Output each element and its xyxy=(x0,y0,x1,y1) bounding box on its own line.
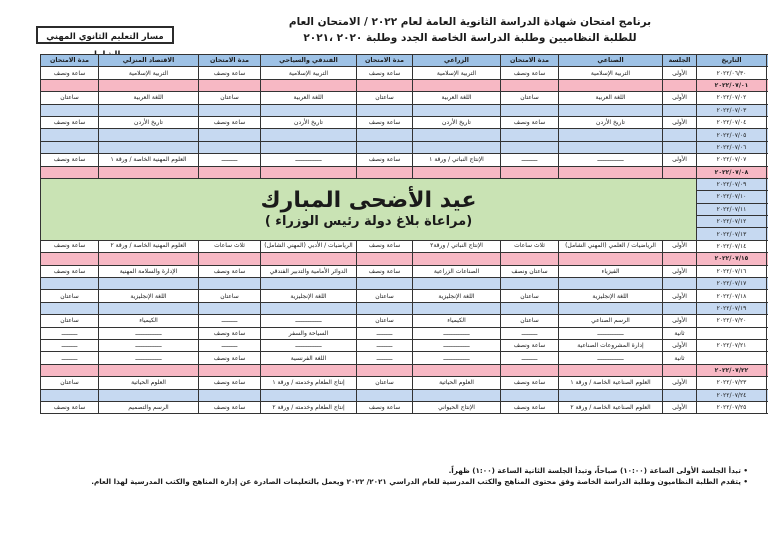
column-header: الصناعي xyxy=(559,55,663,67)
empty-cell xyxy=(413,364,501,376)
empty-cell xyxy=(261,104,357,116)
hospitality-duration: ساعتان xyxy=(199,92,261,104)
empty-cell xyxy=(663,104,697,116)
agricultural-duration: ساعة ونصف xyxy=(357,401,413,413)
home-economics-duration: ساعتان xyxy=(41,290,99,302)
empty-cell xyxy=(41,79,99,91)
home-economics-duration: ـــــــــ xyxy=(41,352,99,364)
empty-cell xyxy=(559,141,663,153)
empty-cell xyxy=(357,302,413,314)
empty-cell xyxy=(413,278,501,290)
table-row xyxy=(41,116,768,128)
table-row xyxy=(41,364,768,376)
hospitality-duration: ساعتان xyxy=(199,290,261,302)
empty-cell xyxy=(99,253,199,265)
hospitality-duration: ساعة ونصف xyxy=(199,116,261,128)
date-cell xyxy=(697,327,767,339)
home-economics-duration: ساعة ونصف xyxy=(41,154,99,166)
empty-cell xyxy=(357,104,413,116)
empty-cell xyxy=(501,253,559,265)
home-economics-duration: ساعة ونصف xyxy=(41,116,99,128)
table-row xyxy=(41,377,768,389)
industrial-subject: اللغة العربية xyxy=(559,92,663,104)
agricultural-duration: ـــــــــ xyxy=(357,352,413,364)
table-row xyxy=(41,104,768,116)
empty-cell xyxy=(99,278,199,290)
date-cell: ٢٠٢٢/٠٧/١٨ xyxy=(697,290,767,302)
empty-cell xyxy=(559,104,663,116)
session-cell: الأولى xyxy=(663,377,697,389)
empty-cell xyxy=(413,389,501,401)
exam-schedule-table xyxy=(40,54,768,414)
empty-cell xyxy=(41,141,99,153)
hospitality-duration: ساعة ونصف xyxy=(199,352,261,364)
empty-cell xyxy=(413,129,501,141)
empty-cell xyxy=(199,141,261,153)
empty-cell xyxy=(501,129,559,141)
empty-cell xyxy=(357,389,413,401)
empty-cell xyxy=(99,129,199,141)
agricultural-subject: الإنتاج النباتي / ورقة٢ xyxy=(413,240,501,252)
hospitality-subject: اللغة العربية xyxy=(261,92,357,104)
home-economics-duration: ساعتان xyxy=(41,315,99,327)
agricultural-subject: اللغة العربية xyxy=(413,92,501,104)
industrial-duration: ساعتان xyxy=(501,92,559,104)
agricultural-duration: ـــــــــ xyxy=(357,327,413,339)
column-header: مدة الامتحان xyxy=(199,55,261,67)
empty-cell xyxy=(559,364,663,376)
industrial-duration: ثلاث ساعات xyxy=(501,240,559,252)
column-header: الفندقي والسياحي xyxy=(261,55,357,67)
home-economics-subject: اللغة الإنجليزية xyxy=(99,290,199,302)
empty-cell xyxy=(99,389,199,401)
empty-cell xyxy=(199,166,261,178)
hospitality-subject: اللغة الإنجليزية xyxy=(261,290,357,302)
empty-cell xyxy=(261,302,357,314)
hospitality-subject: ـــــــــــــــ xyxy=(261,339,357,351)
column-header: مدة الامتحان xyxy=(501,55,559,67)
date-cell: ٢٠٢٢/٠٧/٢٢ xyxy=(697,364,767,376)
empty-cell xyxy=(261,166,357,178)
empty-cell xyxy=(261,79,357,91)
empty-cell xyxy=(663,129,697,141)
date-cell: ٢٠٢٢/٠٧/١٤ xyxy=(697,240,767,252)
date-cell: ٢٠٢٢/٠٧/١٥ xyxy=(697,253,767,265)
industrial-subject: اللغة الإنجليزية xyxy=(559,290,663,302)
session-cell: الأولى xyxy=(663,401,697,413)
empty-cell xyxy=(413,166,501,178)
empty-cell xyxy=(41,302,99,314)
empty-cell xyxy=(357,364,413,376)
empty-cell xyxy=(41,129,99,141)
table-row xyxy=(41,154,768,166)
empty-cell xyxy=(413,141,501,153)
date-cell: ٢٠٢٢/٠٦/٣٠ xyxy=(697,67,767,79)
date-cell: ٢٠٢٢/٠٧/٠٦ xyxy=(697,141,767,153)
empty-cell xyxy=(357,278,413,290)
date-cell: ٢٠٢٢/٠٧/١٣ xyxy=(697,228,767,240)
empty-cell xyxy=(559,302,663,314)
empty-cell xyxy=(663,166,697,178)
industrial-duration: ساعة ونصف xyxy=(501,67,559,79)
date-cell: ٢٠٢٢/٠٧/٢٣ xyxy=(697,377,767,389)
home-economics-subject: الإدارة والسلامة المهنية xyxy=(99,265,199,277)
column-header: مدة الامتحان xyxy=(357,55,413,67)
empty-cell xyxy=(501,79,559,91)
table-row xyxy=(41,166,768,178)
empty-cell xyxy=(413,104,501,116)
table-row xyxy=(41,339,768,351)
home-economics-subject: الرسم والتصميم xyxy=(99,401,199,413)
agricultural-subject: ـــــــــــــــ xyxy=(413,327,501,339)
empty-cell xyxy=(559,389,663,401)
date-cell: ٢٠٢٢/٠٧/٠٨ xyxy=(697,166,767,178)
industrial-subject: الفيزياء xyxy=(559,265,663,277)
empty-cell xyxy=(199,79,261,91)
empty-cell xyxy=(559,79,663,91)
hospitality-subject: تاريخ الأردن xyxy=(261,116,357,128)
date-cell: ٢٠٢٢/٠٧/٢٠ xyxy=(697,315,767,327)
industrial-subject: إدارة المشروعات الصناعية xyxy=(559,339,663,351)
session-cell: الأولى xyxy=(663,290,697,302)
agricultural-subject: ـــــــــــــــ xyxy=(413,339,501,351)
date-cell: ٢٠٢٢/٠٧/٠٩ xyxy=(697,178,767,190)
hospitality-duration: ـــــــــ xyxy=(199,154,261,166)
empty-cell xyxy=(501,389,559,401)
title-line-1: برنامج امتحان شهادة الدراسة الثانوية العامة لعام ٢٠٢٢ / الامتحان العام xyxy=(288,16,652,28)
table-row xyxy=(41,67,768,79)
home-economics-duration: ساعتان xyxy=(41,377,99,389)
agricultural-duration: ساعة ونصف xyxy=(357,240,413,252)
table-header-row xyxy=(41,55,768,67)
agricultural-subject: الصناعات الزراعية xyxy=(413,265,501,277)
session-cell: الأولى xyxy=(663,92,697,104)
table-row xyxy=(41,265,768,277)
empty-cell xyxy=(501,141,559,153)
empty-cell xyxy=(41,253,99,265)
industrial-duration: ساعتان ونصف xyxy=(501,265,559,277)
empty-cell xyxy=(663,253,697,265)
agricultural-duration: ساعتان xyxy=(357,290,413,302)
empty-cell xyxy=(99,104,199,116)
hospitality-subject: إنتاج الطعام وخدمته / ورقة ١ xyxy=(261,377,357,389)
table-row xyxy=(41,92,768,104)
empty-cell xyxy=(501,278,559,290)
hospitality-subject: ـــــــــــــــ xyxy=(261,154,357,166)
empty-cell xyxy=(199,253,261,265)
date-cell: ٢٠٢٢/٠٧/٢١ xyxy=(697,339,767,351)
table-row xyxy=(41,129,768,141)
home-economics-duration: ساعة ونصف xyxy=(41,240,99,252)
agricultural-subject: اللغة الإنجليزية xyxy=(413,290,501,302)
home-economics-subject: الكيمياء xyxy=(99,315,199,327)
empty-cell xyxy=(199,302,261,314)
home-economics-duration: ساعة ونصف xyxy=(41,67,99,79)
agricultural-subject: الكيمياء xyxy=(413,315,501,327)
empty-cell xyxy=(501,104,559,116)
table-row xyxy=(41,327,768,339)
industrial-duration: ـــــــــ xyxy=(501,327,559,339)
empty-cell xyxy=(663,389,697,401)
title-line-2: للطلبة النظاميين وطلبة الدراسة الخاصة الجدد وطلبة ٢٠٢٠ ،٢٠٢١ xyxy=(303,32,637,44)
session-cell: الأولى xyxy=(663,116,697,128)
empty-cell xyxy=(199,364,261,376)
agricultural-duration: ساعتان xyxy=(357,315,413,327)
empty-cell xyxy=(199,104,261,116)
date-cell: ٢٠٢٢/٠٧/٢٤ xyxy=(697,389,767,401)
table-row xyxy=(41,240,768,252)
table-row xyxy=(41,401,768,413)
empty-cell xyxy=(663,302,697,314)
hospitality-duration: ثلاث ساعات xyxy=(199,240,261,252)
empty-cell xyxy=(413,79,501,91)
empty-cell xyxy=(41,278,99,290)
date-cell: ٢٠٢٢/٠٧/٠١ xyxy=(697,79,767,91)
industrial-subject: ـــــــــــــــ xyxy=(559,327,663,339)
track-label: مسار التعليم الثانوي المهني xyxy=(36,26,174,44)
empty-cell xyxy=(413,302,501,314)
hospitality-subject: التربية الإسلامية xyxy=(261,67,357,79)
empty-cell xyxy=(413,253,501,265)
empty-cell xyxy=(357,141,413,153)
home-economics-subject: التربية الإسلامية xyxy=(99,67,199,79)
industrial-subject: ـــــــــــــــ xyxy=(559,154,663,166)
home-economics-duration: ـــــــــ xyxy=(41,327,99,339)
hospitality-subject: ـــــــــــــــ xyxy=(261,315,357,327)
hospitality-duration: ساعة ونصف xyxy=(199,377,261,389)
session-cell: الأولى xyxy=(663,67,697,79)
empty-cell xyxy=(261,253,357,265)
industrial-subject: الرياضيات / العلمي (المهني الشامل) xyxy=(559,240,663,252)
date-cell: ٢٠٢٢/٠٧/١٩ xyxy=(697,302,767,314)
agricultural-subject: تاريخ الأردن xyxy=(413,116,501,128)
date-cell: ٢٠٢٢/٠٧/١٧ xyxy=(697,278,767,290)
industrial-duration: ساعة ونصف xyxy=(501,377,559,389)
empty-cell xyxy=(501,302,559,314)
column-header: مدة الامتحان xyxy=(41,55,99,67)
table-row xyxy=(41,290,768,302)
industrial-duration: ساعتان xyxy=(501,290,559,302)
hospitality-duration: ـــــــــ xyxy=(199,315,261,327)
date-cell: ٢٠٢٢/٠٧/٢٥ xyxy=(697,401,767,413)
date-cell: ٢٠٢٢/٠٧/٠٥ xyxy=(697,129,767,141)
empty-cell xyxy=(41,166,99,178)
agricultural-subject: العلوم الحياتية xyxy=(413,377,501,389)
home-economics-duration: ساعة ونصف xyxy=(41,265,99,277)
agricultural-duration: ساعة ونصف xyxy=(357,116,413,128)
hospitality-subject: الدوائر الأمامية والتدبير الفندقي xyxy=(261,265,357,277)
session-cell: الأولى xyxy=(663,154,697,166)
industrial-duration: ـــــــــ xyxy=(501,154,559,166)
home-economics-duration: ساعة ونصف xyxy=(41,401,99,413)
empty-cell xyxy=(501,166,559,178)
empty-cell xyxy=(559,278,663,290)
empty-cell xyxy=(99,141,199,153)
hospitality-duration: ـــــــــ xyxy=(199,339,261,351)
hospitality-subject: السياحة والسفر xyxy=(261,327,357,339)
industrial-subject: العلوم الصناعية الخاصة / ورقة ١ xyxy=(559,377,663,389)
session-cell: الأولى xyxy=(663,315,697,327)
empty-cell xyxy=(357,79,413,91)
hospitality-subject: إنتاج الطعام وخدمته / ورقة ٢ xyxy=(261,401,357,413)
agricultural-duration: ساعتان xyxy=(357,92,413,104)
date-cell: ٢٠٢٢/٠٧/٠٤ xyxy=(697,116,767,128)
column-header: الجلسة xyxy=(663,55,697,67)
hospitality-duration: ساعة ونصف xyxy=(199,67,261,79)
empty-cell xyxy=(199,129,261,141)
empty-cell xyxy=(41,104,99,116)
industrial-subject: الرسم الصناعي xyxy=(559,315,663,327)
empty-cell xyxy=(357,166,413,178)
date-cell: ٢٠٢٢/٠٧/١٢ xyxy=(697,216,767,228)
date-cell: ٢٠٢٢/٠٧/٠٣ xyxy=(697,104,767,116)
hospitality-duration: ساعة ونصف xyxy=(199,265,261,277)
page-header xyxy=(200,14,740,46)
empty-cell xyxy=(41,389,99,401)
home-economics-subject: اللغة العربية xyxy=(99,92,199,104)
table-row xyxy=(41,278,768,290)
agricultural-duration: ساعة ونصف xyxy=(357,67,413,79)
empty-cell xyxy=(199,389,261,401)
empty-cell xyxy=(501,364,559,376)
industrial-subject: التربية الإسلامية xyxy=(559,67,663,79)
note-2: • يتقدم الطلبة النظاميون وطلبة الدراسة الخاصة وفق محتوى المناهج والكتب المدرسية للعام الدراسي ٢٠٢١/ ٢٠٢٢ ويعمل بالتعليمات الصادرة عن إدارة المناهج والكتب المدرسية لهذا العام. xyxy=(91,477,748,486)
table-row xyxy=(41,178,768,190)
empty-cell xyxy=(99,364,199,376)
session-cell: الأولى xyxy=(663,339,697,351)
column-header: الزراعي xyxy=(413,55,501,67)
empty-cell xyxy=(41,364,99,376)
home-economics-subject: العلوم المهنية الخاصة / ورقة ١ xyxy=(99,154,199,166)
industrial-duration: ساعة ونصف xyxy=(501,401,559,413)
empty-cell xyxy=(357,253,413,265)
home-economics-duration: ساعتان xyxy=(41,92,99,104)
empty-cell xyxy=(261,389,357,401)
date-cell: ٢٠٢٢/٠٧/١٦ xyxy=(697,265,767,277)
industrial-duration: ـــــــــ xyxy=(501,352,559,364)
empty-cell xyxy=(261,141,357,153)
home-economics-subject: العلوم الحياتية xyxy=(99,377,199,389)
industrial-subject: العلوم الصناعية الخاصة / ورقة ٢ xyxy=(559,401,663,413)
agricultural-duration: ساعة ونصف xyxy=(357,265,413,277)
industrial-subject: تاريخ الأردن xyxy=(559,116,663,128)
session-cell: الأولى xyxy=(663,240,697,252)
agricultural-duration: ـــــــــ xyxy=(357,339,413,351)
home-economics-duration: ـــــــــ xyxy=(41,339,99,351)
column-header: الاقتصاد المنزلي xyxy=(99,55,199,67)
empty-cell xyxy=(261,129,357,141)
empty-cell xyxy=(261,278,357,290)
eid-subtitle: (مراعاة بلاغ دولة رئيس الوزراء ) xyxy=(264,214,473,230)
agricultural-duration: ساعتان xyxy=(357,377,413,389)
empty-cell xyxy=(357,129,413,141)
session-cell: الأولى xyxy=(663,265,697,277)
home-economics-subject: ـــــــــــــــ xyxy=(99,352,199,364)
empty-cell xyxy=(559,129,663,141)
note-1: • تبدأ الجلسة الأولى الساعة (١٠:٠٠) صباحاً، وتبدأ الجلسة الثانية الساعة (١:٠٠) ظهراً. xyxy=(448,466,748,475)
empty-cell xyxy=(663,141,697,153)
session-cell: ثانية xyxy=(663,352,697,364)
home-economics-subject: العلوم المهنية الخاصة / ورقة ٢ xyxy=(99,240,199,252)
table-row xyxy=(41,79,768,91)
industrial-duration: ساعتان xyxy=(501,315,559,327)
empty-cell xyxy=(559,166,663,178)
hospitality-subject: اللغة الفرنسية xyxy=(261,352,357,364)
empty-cell xyxy=(663,364,697,376)
home-economics-subject: تاريخ الأردن xyxy=(99,116,199,128)
hospitality-duration: ساعة ونصف xyxy=(199,327,261,339)
table-row xyxy=(41,302,768,314)
table-row xyxy=(41,389,768,401)
agricultural-subject: الإنتاج النباتي / ورقة ١ xyxy=(413,154,501,166)
agricultural-duration: ساعة ونصف xyxy=(357,154,413,166)
column-header: التاريخ xyxy=(697,55,767,67)
hospitality-subject: الرياضيات / الأدبي (المهني الشامل) xyxy=(261,240,357,252)
date-cell: ٢٠٢٢/٠٧/٠٢ xyxy=(697,92,767,104)
empty-cell xyxy=(99,166,199,178)
home-economics-subject: ـــــــــــــــ xyxy=(99,327,199,339)
empty-cell xyxy=(99,302,199,314)
empty-cell xyxy=(261,364,357,376)
industrial-duration: ساعة ونصف xyxy=(501,116,559,128)
eid-title: عيد الأضحى المبارك xyxy=(260,188,477,214)
empty-cell xyxy=(199,278,261,290)
agricultural-subject: الإنتاج الحيواني xyxy=(413,401,501,413)
table-body xyxy=(41,67,768,414)
eid-banner xyxy=(41,178,697,240)
date-cell xyxy=(697,352,767,364)
empty-cell xyxy=(559,253,663,265)
empty-cell xyxy=(663,79,697,91)
date-cell: ٢٠٢٢/٠٧/١٠ xyxy=(697,191,767,203)
notes xyxy=(40,465,748,487)
date-cell: ٢٠٢٢/٠٧/١١ xyxy=(697,203,767,215)
table-row xyxy=(41,253,768,265)
industrial-subject: ـــــــــــــــ xyxy=(559,352,663,364)
empty-cell xyxy=(99,79,199,91)
table-row xyxy=(41,352,768,364)
session-cell: ثانية xyxy=(663,327,697,339)
hospitality-duration: ساعة ونصف xyxy=(199,401,261,413)
agricultural-subject: ـــــــــــــــ xyxy=(413,352,501,364)
home-economics-subject: ـــــــــــــــ xyxy=(99,339,199,351)
table-row xyxy=(41,315,768,327)
empty-cell xyxy=(663,278,697,290)
agricultural-subject: التربية الإسلامية xyxy=(413,67,501,79)
industrial-duration: ساعة ونصف xyxy=(501,339,559,351)
date-cell: ٢٠٢٢/٠٧/٠٧ xyxy=(697,154,767,166)
table-row xyxy=(41,141,768,153)
